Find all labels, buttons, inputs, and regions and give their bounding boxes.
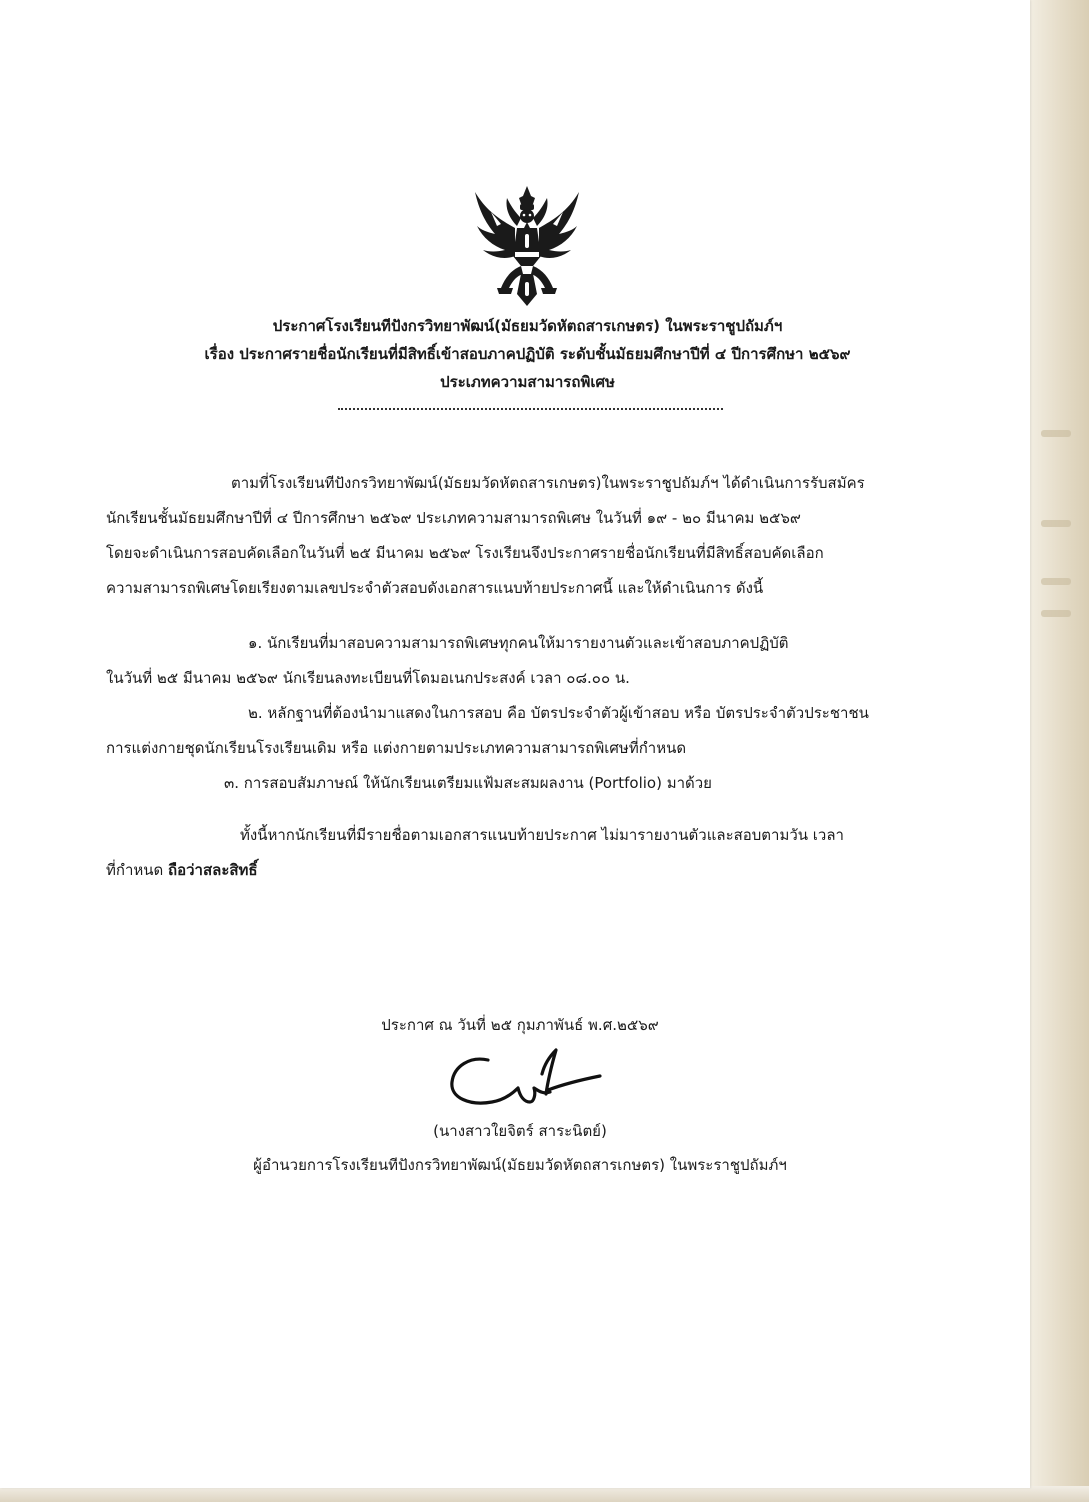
item-3-line-1: ๓. การสอบสัมภาษณ์ ให้นักเรียนเตรียมแฟ้มสะสมผลงาน (Portfolio) มาด้วย [224, 774, 712, 792]
item-2-line-1: ๒. หลักฐานที่ต้องนำมาแสดงในการสอบ คือ บัตรประจำตัวผู้เข้าสอบ หรือ บัตรประจำตัวประชาชน [248, 704, 869, 722]
item-1-line-2: ในวันที่ ๒๕ มีนาคม ๒๕๖๙ นักเรียนลงทะเบียนที่โดมอเนกประสงค์ เวลา ๐๘.๐๐ น. [106, 669, 630, 687]
dotted-divider [338, 408, 723, 410]
note-paragraph [106, 818, 986, 888]
signatory-name: (นางสาวใยจิตร์ สาระนิตย์) [433, 1122, 607, 1140]
item-2-line-2: การแต่งกายชุดนักเรียนโรงเรียนเดิม หรือ แต่งกายตามประเภทความสามารถพิเศษที่กำหนด [106, 739, 687, 757]
handwritten-signature [430, 1044, 610, 1114]
paper-edge-right [1027, 0, 1089, 1502]
note-line-1: ทั้งนี้หากนักเรียนที่มีรายชื่อตามเอกสารแนบท้ายประกาศ ไม่มารายงานตัวและสอบตามวัน เวลา [240, 826, 844, 844]
item-1-line-1: ๑. นักเรียนที่มาสอบความสามารถพิเศษทุกคนให้มารายงานตัวและเข้าสอบภาคปฏิบัติ [248, 634, 789, 652]
intro-line-4: ความสามารถพิเศษโดยเรียงตามเลขประจำตัวสอบดังเอกสารแนบท้ายประกาศนี้ และให้ดำเนินการ ดังนี้ [106, 579, 764, 597]
announcement-title [80, 312, 975, 396]
announcement-date: ประกาศ ณ วันที่ ๒๕ กุมภาพันธ์ พ.ศ.๒๕๖๙ [381, 1016, 659, 1034]
note-line-2-prefix: ที่กำหนด [106, 861, 169, 879]
title-line-2: เรื่อง ประกาศรายชื่อนักเรียนที่มีสิทธิ์เข้าสอบภาคปฏิบัติ ระดับชั้นมัธยมศึกษาปีที่ ๔ ปีการศึกษา ๒๕๖๙ [204, 345, 851, 363]
instruction-list [106, 626, 986, 801]
signatory-position: ผู้อำนวยการโรงเรียนทีปังกรวิทยาพัฒน์(มัธยมวัดหัตถสารเกษตร) ในพระราชูปถัมภ์ฯ [253, 1156, 787, 1174]
forfeit-rights-text: ถือว่าสละสิทธิ์ [168, 861, 258, 879]
intro-line-2: นักเรียนชั้นมัธยมศึกษาปีที่ ๔ ปีการศึกษา ๒๕๖๙ ประเภทความสามารถพิเศษ ในวันที่ ๑๙ - ๒๐ มีนาคม ๒๕๖๙ [106, 509, 801, 527]
garuda-emblem-icon [471, 182, 583, 310]
paper-edge-bottom [0, 1486, 1089, 1502]
intro-line-3: โดยจะดำเนินการสอบคัดเลือกในวันที่ ๒๕ มีนาคม ๒๕๖๙ โรงเรียนจึงประกาศรายชื่อนักเรียนที่มีสิทธิ์สอบคัดเลือก [106, 544, 824, 562]
title-line-3: ประเภทความสามารถพิเศษ [440, 373, 615, 391]
note-line-2 [106, 853, 986, 888]
intro-paragraph [106, 466, 986, 606]
intro-line-1: ตามที่โรงเรียนทีปังกรวิทยาพัฒน์(มัธยมวัดหัตถสารเกษตร)ในพระราชูปถัมภ์ฯ ได้ดำเนินการรับสมัคร [231, 474, 865, 492]
signature-block [253, 1012, 787, 1178]
title-line-1: ประกาศโรงเรียนทีปังกรวิทยาพัฒน์(มัธยมวัดหัตถสารเกษตร) ในพระราชูปถัมภ์ฯ [272, 317, 783, 335]
